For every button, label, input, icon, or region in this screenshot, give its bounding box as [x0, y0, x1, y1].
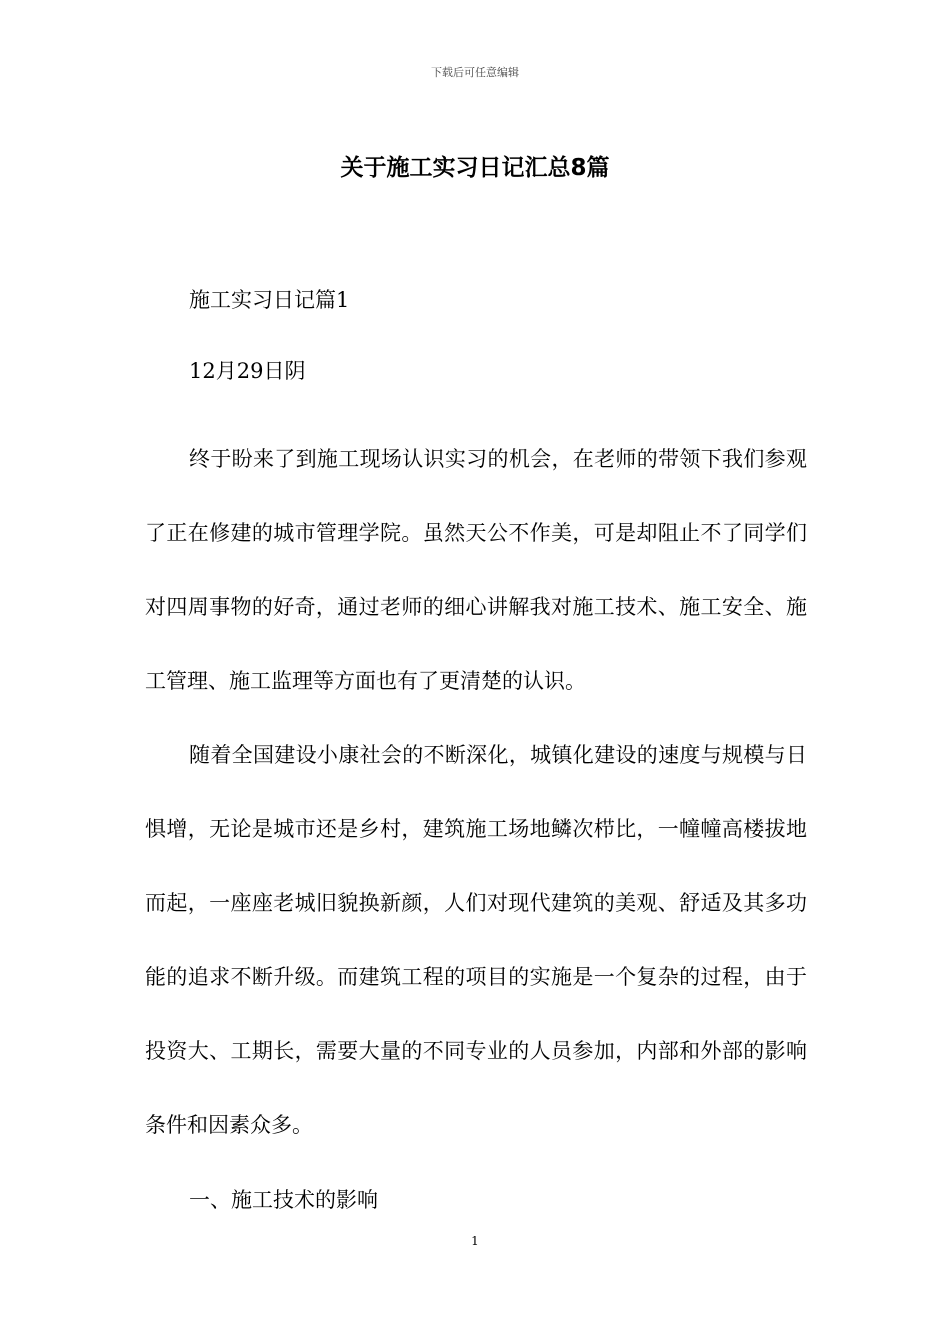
section-heading: 施工实习日记篇1 — [189, 288, 350, 312]
paragraph-2: 随着全国建设小康社会的不断深化，城镇化建设的速度与规模与日惧增，无论是城市还是乡村，建筑施工场地鳞次栉比，一幢幢高楼拔地而起，一座座老城旧貌换新颜，人们对现代建筑的美观、舒适及其多功能的追求不断升级。而建筑工程的项目的实施是一个复杂的过程，由于投资大、工期长，需要大量的不同专业的人员参加，内部和外部的影响条件和因素众多。 — [145, 743, 807, 1137]
date-line: 12月29日阴 — [189, 359, 306, 383]
header-note: 下载后可任意编辑 — [431, 66, 519, 79]
page-number: 1 — [471, 1234, 479, 1248]
subheading: 一、施工技术的影响 — [189, 1188, 378, 1212]
document-title: 关于施工实习日记汇总8篇 — [340, 155, 610, 181]
paragraph-1: 终于盼来了到施工现场认识实习的机会，在老师的带领下我们参观了正在修建的城市管理学院。虽然天公不作美，可是却阻止不了同学们对四周事物的好奇，通过老师的细心讲解我对施工技术、施工安全、施工管理、施工监理等方面也有了更清楚的认识。 — [145, 447, 807, 693]
document-body — [145, 280, 807, 1220]
